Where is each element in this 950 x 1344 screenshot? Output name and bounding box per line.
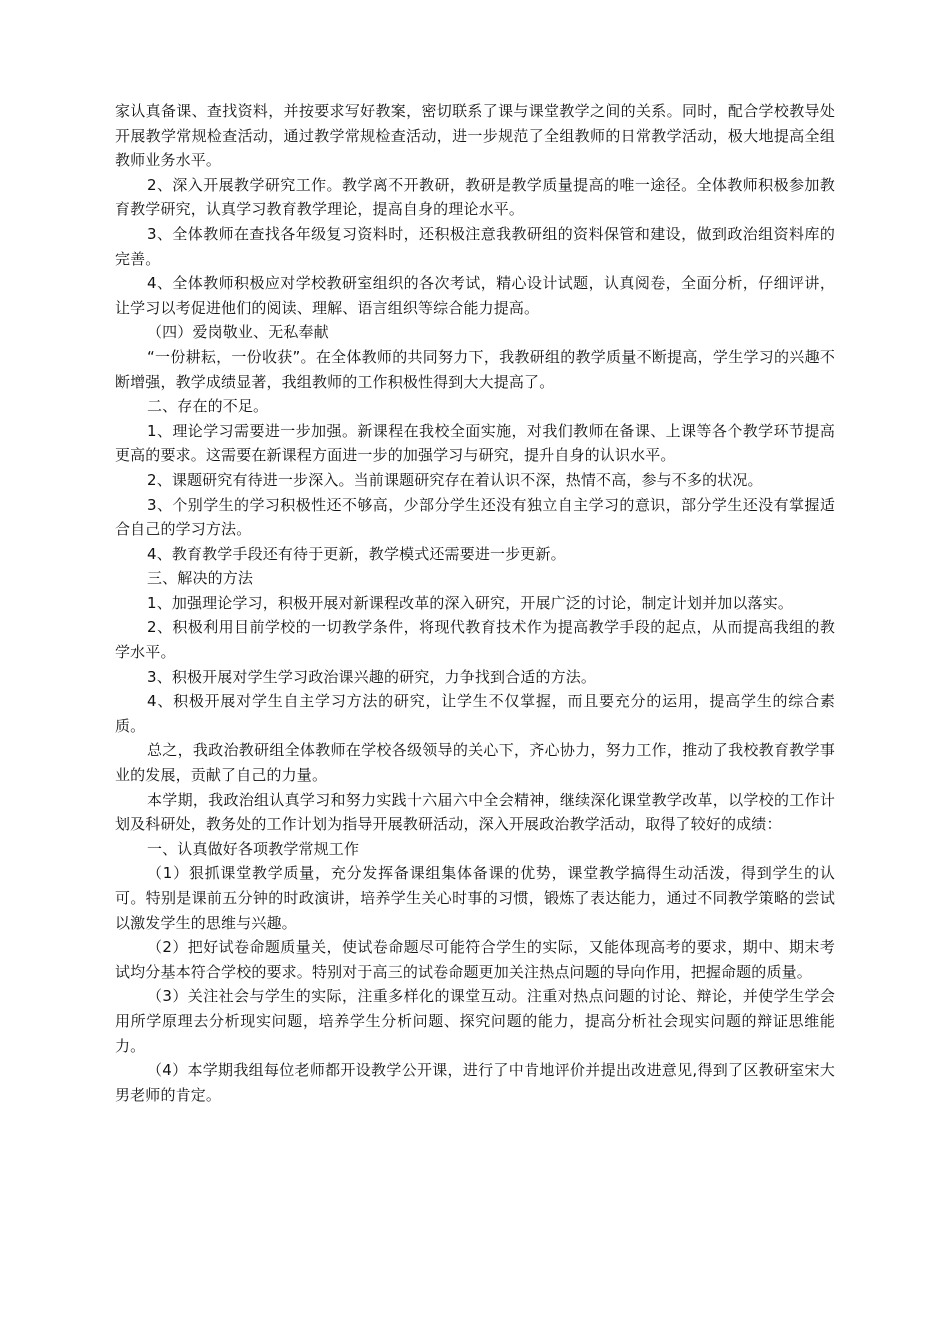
body-paragraph: “一份耕耘，一份收获”。在全体教师的共同努力下，我教研组的教学质量不断提高，学生学习的兴趣不断增强，教学成绩显著，我组教师的工作积极性得到大大提高了。 xyxy=(115,347,835,391)
body-paragraph: 2、课题研究有待进一步深入。当前课题研究存在着认识不深，热情不高，参与不多的状况。 xyxy=(147,470,763,489)
body-paragraph: （2）把好试卷命题质量关，使试卷命题尽可能符合学生的实际，又能体现高考的要求，期中、期末考试均分基本符合学校的要求。特别对于高三的试卷命题更加关注热点问题的导向作用，把握命题的质量。 xyxy=(115,938,835,981)
body-paragraph: 3、积极开展对学生学习政治课兴趣的研究，力争找到合适的方法。 xyxy=(147,667,597,686)
section-heading: 三、解决的方法 xyxy=(147,569,254,588)
body-paragraph: （4）本学期我组每位老师都开设教学公开课，进行了中肯地评价并提出改进意见,得到了区教研室宋大男老师的肯定。 xyxy=(115,1061,835,1104)
section-heading: 二、存在的不足。 xyxy=(147,397,269,416)
document-page xyxy=(115,99,835,1107)
body-paragraph: 3、个别学生的学习积极性还不够高，少部分学生还没有独立自主学习的意识，部分学生还没有掌握适合自己的学习方法。 xyxy=(115,495,835,539)
body-paragraph: （3）关注社会与学生的实际，注重多样化的课堂互动。注重对热点问题的讨论、辩论，并使学生学会用所学原理去分析现实问题，培养学生分析问题、探究问题的能力，提高分析社会现实问题的辩证思维能力。 xyxy=(115,987,835,1055)
body-paragraph: （1）狠抓课堂教学质量，充分发挥备课组集体备课的优势，课堂教学搞得生动活泼，得到学生的认可。特别是课前五分钟的时政演讲，培养学生关心时事的习惯，锻炼了表达能力，通过不同教学策略的尝试以激发学生的思维与兴趣。 xyxy=(115,864,835,932)
body-paragraph: 1、理论学习需要进一步加强。新课程在我校全面实施，对我们教师在备课、上课等各个教学环节提高更高的要求。这需要在新课程方面进一步的加强学习与研究，提升自身的认识水平。 xyxy=(115,421,835,465)
body-paragraph: 2、积极利用目前学校的一切教学条件，将现代教育技术作为提高教学手段的起点，从而提高我组的教学水平。 xyxy=(115,618,835,662)
body-paragraph: 家认真备课、查找资料，并按要求写好教案，密切联系了课与课堂教学之间的关系。同时，配合学校教导处开展教学常规检查活动，通过教学常规检查活动，进一步规范了全组教师的日常教学活动，极大地提高全组教师业务水平。 xyxy=(115,102,835,170)
body-paragraph: 1、加强理论学习，积极开展对新课程改革的深入研究，开展广泛的讨论，制定计划并加以落实。 xyxy=(147,593,793,612)
body-paragraph: 3、全体教师在查找各年级复习资料时，还积极注意我教研组的资料保管和建设，做到政治组资料库的完善。 xyxy=(115,224,835,268)
body-paragraph: 4、积极开展对学生自主学习方法的研究，让学生不仅掌握，而且要充分的运用，提高学生的综合素质。 xyxy=(115,692,835,735)
body-paragraph: 总之，我政治教研组全体教师在学校各级领导的关心下，齐心协力，努力工作，推动了我校教育教学事业的发展，贡献了自己的力量。 xyxy=(115,741,835,785)
section-heading: （四）爱岗敬业、无私奉献 xyxy=(147,323,329,342)
body-paragraph: 4、全体教师积极应对学校教研室组织的各次考试，精心设计试题，认真阅卷，全面分析，仔细评讲，让学习以考促进他们的阅读、理解、语言组织等综合能力提高。 xyxy=(115,274,835,317)
body-paragraph: 4、教育教学手段还有待于更新，教学模式还需要进一步更新。 xyxy=(147,544,566,563)
body-paragraph: 本学期，我政治组认真学习和努力实践十六届六中全会精神，继续深化课堂教学改革，以学校的工作计划及科研处，教务处的工作计划为指导开展教研活动，深入开展政治教学活动，取得了较好的成绩： xyxy=(115,790,835,834)
body-paragraph: 2、深入开展教学研究工作。教学离不开教研，教研是教学质量提高的唯一途径。全体教师积极参加教育教学研究，认真学习教育教学理论，提高自身的理论水平。 xyxy=(115,175,835,219)
section-heading: 一、认真做好各项教学常规工作 xyxy=(147,839,360,858)
